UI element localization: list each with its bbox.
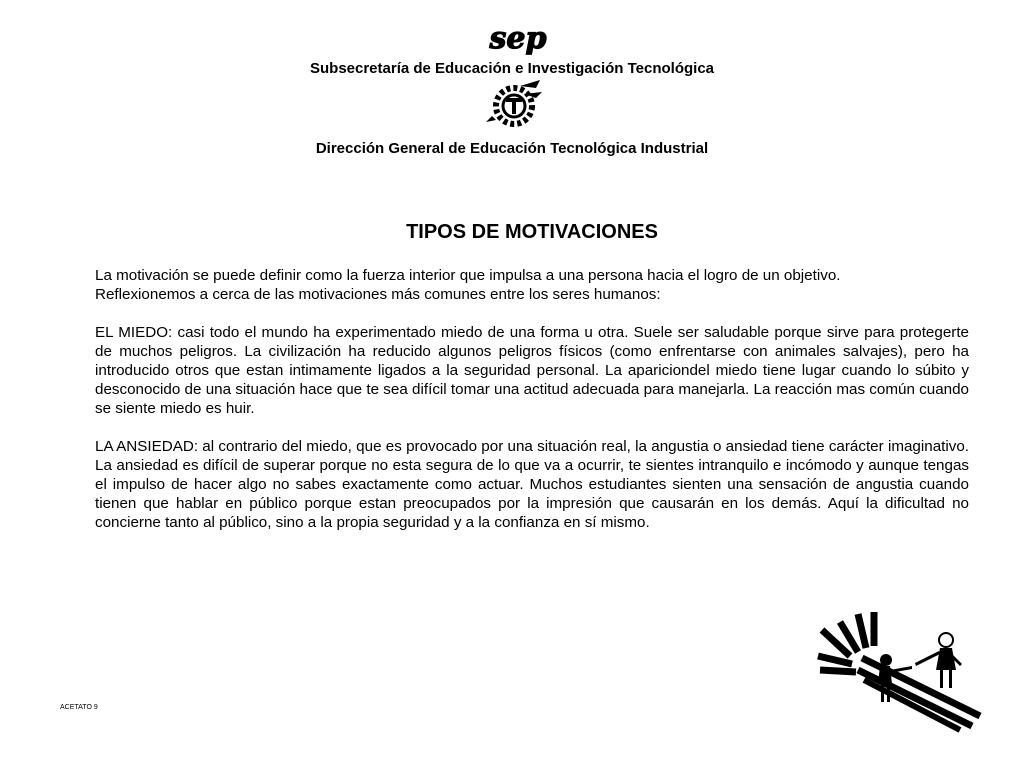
subsecretaria-heading: Subsecretaría de Educación e Investigación Tecnológica	[309, 60, 715, 77]
children-on-ramp-icon	[812, 608, 990, 733]
paragraph-ansiedad: LA ANSIEDAD: al contrario del miedo, que es provocado por una situación real, la angustia o ansiedad tiene carácter imaginativo. La ansiedad es difícil de superar porque no esta segura de lo que va a ocurrir, te sientes intranquilo e incómodo y aunque tengas el impulso de hacer algo no sabes exactamente como actuar. Muchos estudiantes sienten una sensación de angustia cuando tienen que hablar en público porque estan preocupados por la impresión que causarán en los demás. Aquí la dificultad no concierne tanto al público, sino a la propia seguridad y a la confianza en sí mismo.	[95, 438, 969, 531]
dgeti-emblem-icon	[484, 76, 548, 132]
intro-line-2: Reflexionemos a cerca de las motivaciones más comunes entre los seres humanos:	[95, 286, 661, 303]
document-body	[95, 266, 969, 532]
sep-logo-text: sep	[489, 22, 547, 56]
intro-line-1: La motivación se puede definir como la fuerza interior que impulsa a una persona hacia el logro de un objetivo.	[95, 267, 841, 284]
document-title: TIPOS DE MOTIVACIONES	[406, 221, 658, 243]
footer-label: ACETATO 9	[60, 704, 98, 711]
direccion-heading: Dirección General de Educación Tecnológica Industrial	[315, 140, 709, 157]
paragraph-miedo: EL MIEDO: casi todo el mundo ha experimentado miedo de una forma u otra. Suele ser saludable porque sirve para protegerte de muchos peligros. La civilización ha reducido algunos peligros físicos (como enfrentarse con animales salvajes), pero ha introducido otros que estan intimamente ligados a la seguridad personal. La apariciondel miedo tiene lugar cuando lo súbito y desconocido de una situación hace que te sea difícil tomar una actitud adecuada para manejarla. La reacción mas común cuando se siente miedo es huir.	[95, 324, 969, 417]
sep-logo-icon	[488, 22, 548, 56]
